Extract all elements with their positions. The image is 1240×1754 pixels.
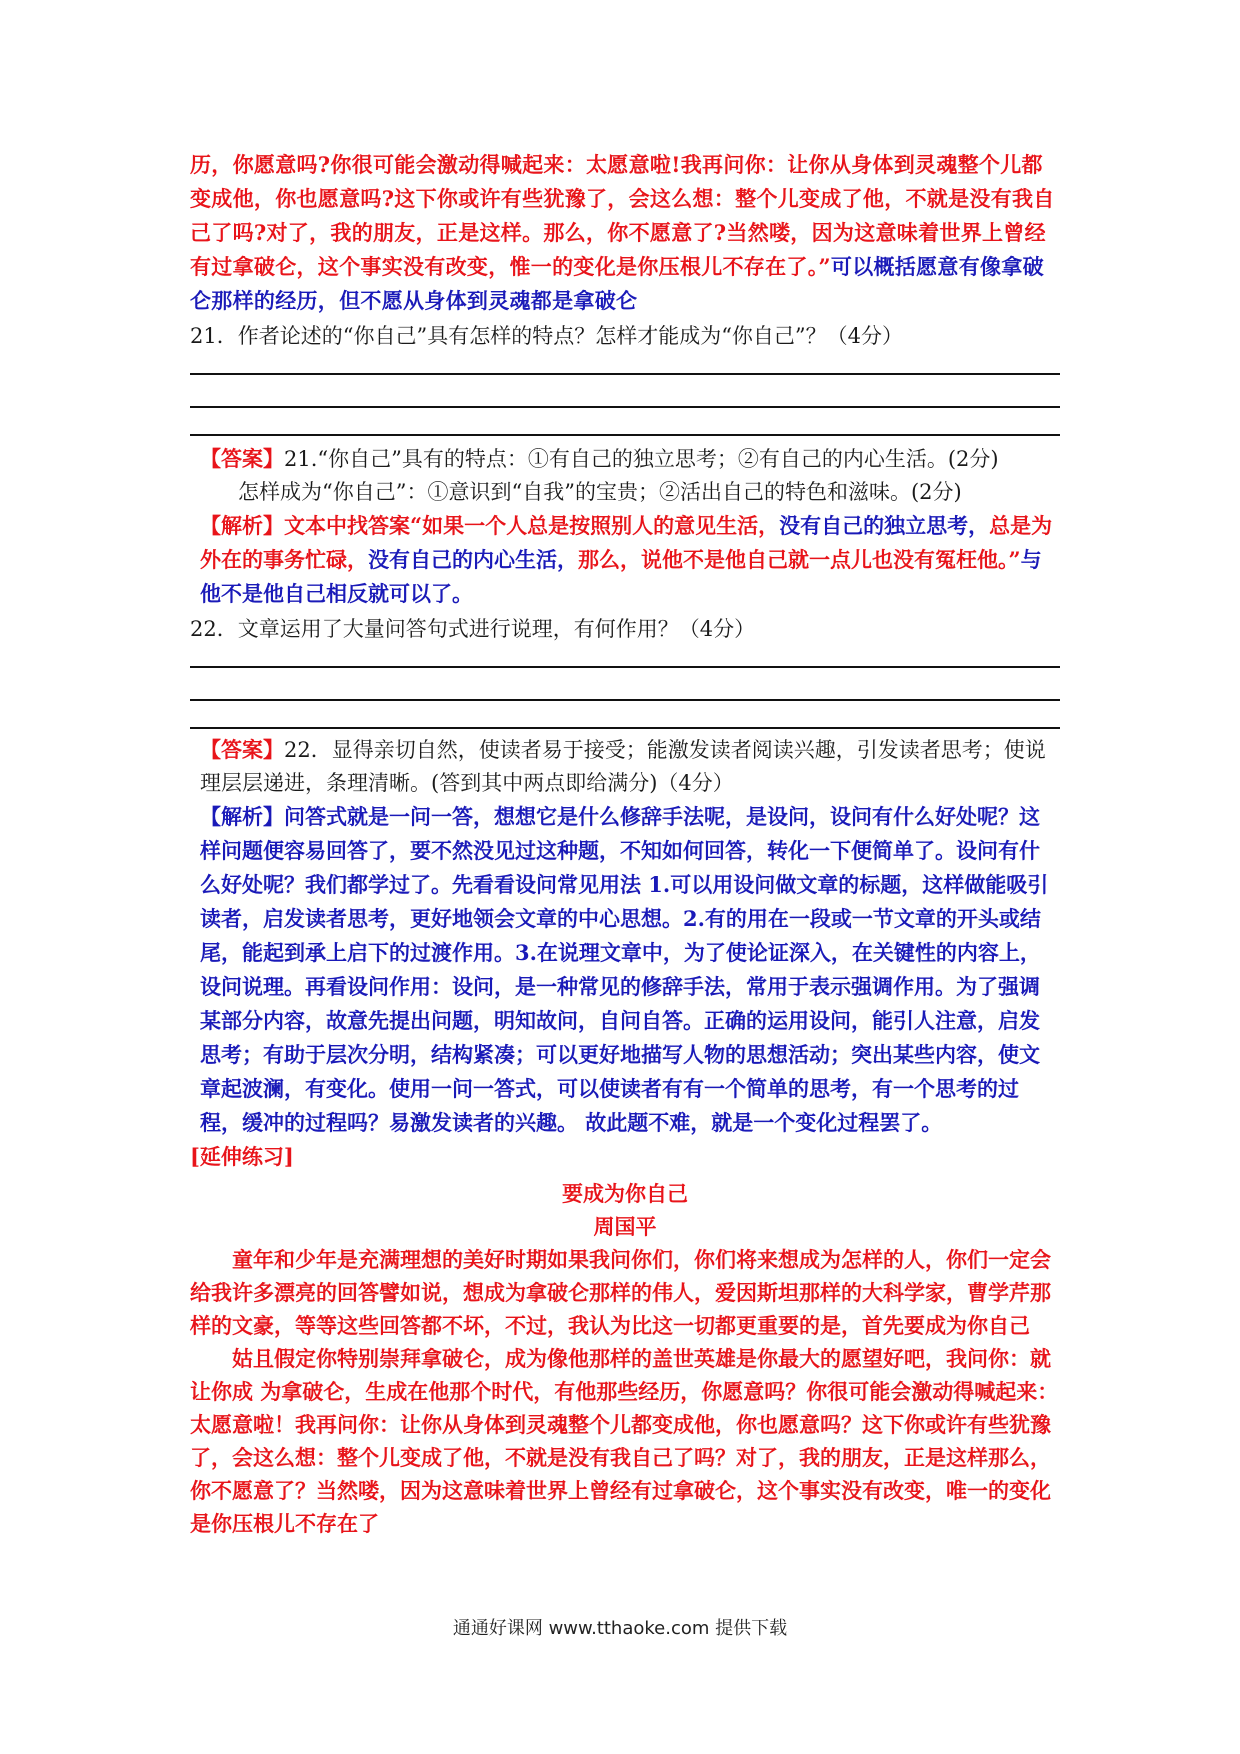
- intro-red-text: 历，你愿意吗?你很可能会激动得喊起来：太愿意啦!我再问你：让你从身体到灵魂整个儿都变成他，你也愿意吗?这下你或许有些犹豫了，会这么想：整个儿变成了他，不就是没有我自己了吗?对了，我的朋友，正是这样。那么，你不愿意了?当然喽，因为这意味着世界上曾经有过拿破仑，这个事实没有改变，惟一的变化是你压根儿不存在了。”: [190, 152, 1055, 279]
- answer-line: [190, 434, 1060, 436]
- question-22: 22．文章运用了大量问答句式进行说理，有何作用？（4分）: [190, 617, 756, 641]
- analysis-tag: 【解析】: [200, 513, 284, 538]
- article-paragraph-1: 童年和少年是充满理想的美好时期如果我问你们，你们将来想成为怎样的人，你们一定会给我许多漂亮的回答譬如说，想成为拿破仑那样的伟人，爱因斯坦那样的大科学家，曹学芹那样的文豪，等等这些回答都不坏，不过，我认为比这一切都更重要的是，首先要成为你自己: [190, 1247, 1051, 1338]
- answer-22-text: 22．显得亲切自然，使读者易于接受；能激发读者阅读兴趣，引发读者思考；使说理层层递进，条理清晰。(答到其中两点即给满分)（4分）: [200, 738, 1046, 795]
- page-footer: 通通好课网 www.tthaoke.com 提供下载: [452, 1618, 788, 1639]
- analysis-22-text: 问答式就是一问一答，想想它是什么修辞手法呢，是设问，设问有什么好处呢？这样问题便容易回答了，要不然没见过这种题，不知如何回答，转化一下便简单了。设问有什么好处呢？我们都学过了。先看看设问常见用法 1.可以用设问做文章的标题，这样做能吸引读者，启发读者思考，更好地领会文章的中心思想。2.有的用在一段或一节文章的开头或结尾，能起到承上启下的过渡作用。3.在说理文章中，为了使论证深入，在关键性的内容上，设问说理。再看设问作用：设问，是一种常见的修辞手法，常用于表示强调作用。为了强调某部分内容，故意先提出问题，明知故问，自问自答。正确的运用设问，能引人注意，启发思考；有助于层次分明，结构紧凑；可以更好地描写人物的思想活动；突出某些内容，使文章起波澜，有变化。使用一问一答式，可以使读者有有一个简单的思考，有一个思考的过程，缓冲的过程吗？易激发读者的兴趣。 故此题不难，就是一个变化过程罢了。: [200, 804, 1049, 1135]
- intro-paragraph: [190, 148, 1060, 318]
- analysis-22: [190, 800, 1060, 1140]
- article-title: 要成为你自己: [562, 1181, 688, 1206]
- intro-blue-text: 可以概括愿意有像拿破仑那样的经历，但不愿从身体到灵魂都是拿破仑: [190, 254, 1044, 313]
- answer-21: [190, 442, 1060, 476]
- analysis-21-red1: 文本中找答案“如果一个人总是按照别人的意见生活，: [284, 513, 780, 538]
- analysis-21-blue2: 没有自己的内心生活，: [368, 547, 578, 572]
- answer-21-line1: 21.“你自己”具有的特点：①有自己的独立思考；②有自己的内心生活。(2分): [284, 447, 999, 471]
- analysis-21-blue3: 与他不是他自己相反就可以了。: [200, 547, 1042, 606]
- extension-label: [延伸练习]: [190, 1144, 294, 1169]
- answer-21-line2: 怎样成为“你自己”：①意识到“自我”的宝贵；②活出自己的特色和滋味。(2分): [238, 480, 962, 504]
- analysis-21-red3: 那么，说他不是他自己就一点儿也没有冤枉他。”: [578, 547, 1021, 572]
- answer-tag: 【答案】: [200, 737, 284, 762]
- analysis-21-red2: 总是为外在的事务忙碌，: [200, 513, 1053, 572]
- analysis-21: [190, 509, 1060, 611]
- article-author: 周国平: [593, 1214, 657, 1239]
- analysis-21-blue1: 没有自己的独立思考，: [779, 513, 990, 538]
- analysis-tag: 【解析】: [200, 804, 284, 829]
- article-paragraph-2: 姑且假定你特别崇拜拿破仑，成为像他那样的盖世英雄是你最大的愿望好吧，我问你：就让你成 为拿破仑，生成在他那个时代，有他那些经历，你愿意吗？你很可能会激动得喊起来：太愿意啦！我再问你：让你从身体到灵魂整个儿都变成他，你也愿意吗？这下你或许有些犹豫了，会这么想：整个儿变成了他，不就是没有我自己了吗？对了，我的朋友，正是这样那么，你不愿意了？当然喽，因为这意味着世界上曾经有过拿破仑，这个事实没有改变，唯一的变化是你压根儿不存在了: [190, 1346, 1059, 1536]
- answer-tag: 【答案】: [200, 446, 284, 471]
- question-21: 21．作者论述的“你自己”具有怎样的特点？怎样才能成为“你自己”？（4分）: [190, 324, 904, 348]
- answer-line: [190, 727, 1060, 729]
- answer-22: [190, 733, 1060, 800]
- document-body: [190, 148, 1060, 1540]
